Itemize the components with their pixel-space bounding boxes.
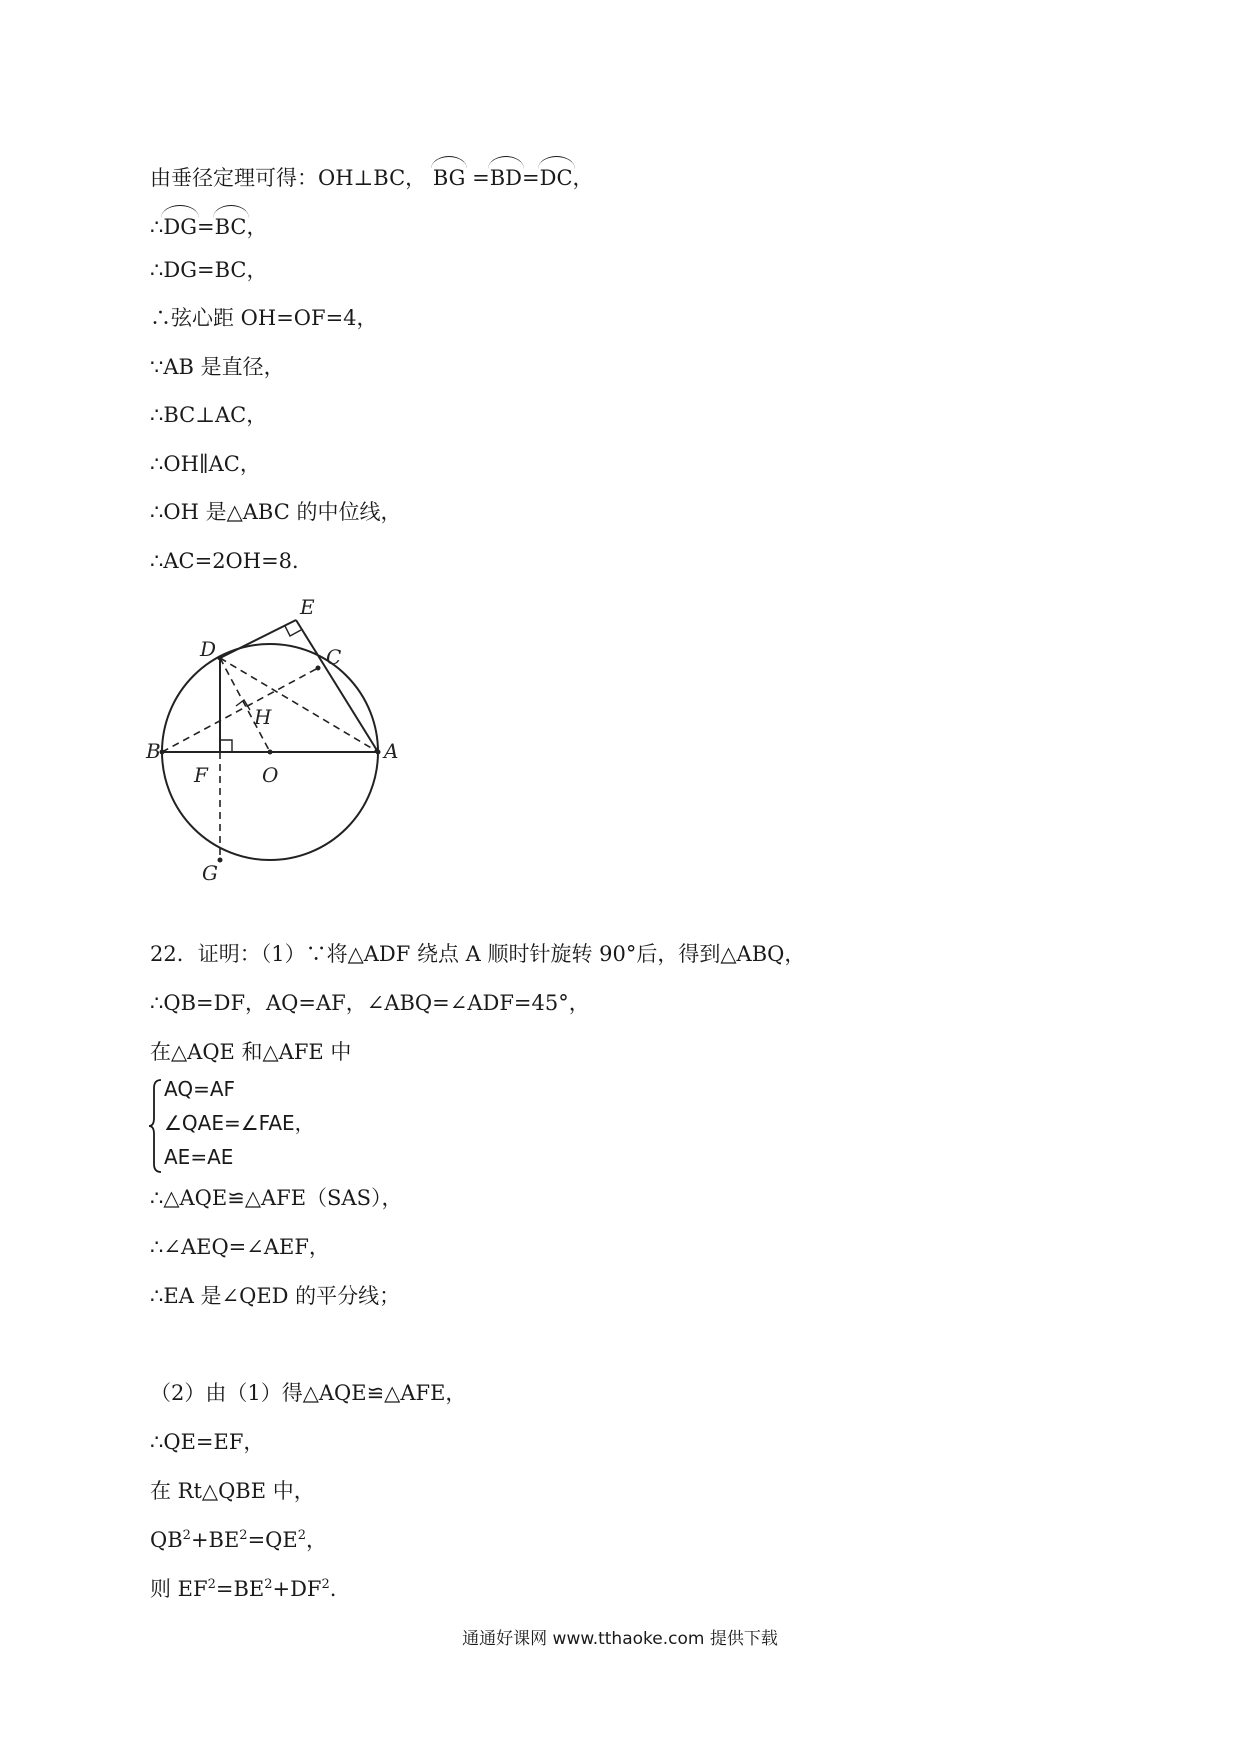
label-f: F — [194, 763, 208, 787]
label-e: E — [300, 595, 315, 619]
line-2 — [150, 207, 268, 241]
line-8: ∴OH 是△ABC 的中位线， — [150, 500, 402, 524]
system-line-3: AE=AE — [164, 1145, 234, 1169]
right-angle-e — [285, 626, 301, 636]
line-17: ∴QE=EF， — [150, 1430, 265, 1454]
label-a: A — [384, 739, 399, 763]
line-9: ∴AC=2OH=8． — [150, 549, 314, 573]
line-11: ∴QB=DF，AQ=AF，∠ABQ=∠ADF=45°， — [150, 991, 590, 1015]
line-1-text: 由垂径定理可得：OH⊥BC， — [150, 166, 427, 190]
equation-system — [148, 1078, 328, 1174]
label-d: D — [200, 637, 217, 661]
eq-sign: = — [197, 215, 215, 239]
label-c: C — [326, 645, 342, 669]
term: +BE — [190, 1528, 240, 1552]
exponent: 2 — [182, 1528, 191, 1543]
line-14: ∴∠AEQ=∠AEF， — [150, 1235, 330, 1259]
system-line-2: ∠QAE=∠FAE， — [164, 1111, 315, 1135]
line-12: 在△AQE 和△AFE 中 — [150, 1040, 352, 1064]
arc-bc: BC — [215, 207, 247, 241]
right-angle-f — [220, 740, 232, 752]
exponent: 2 — [297, 1528, 307, 1543]
label-b: B — [146, 739, 161, 763]
comma: ， — [306, 1528, 328, 1552]
label-g: G — [202, 861, 218, 885]
line-1 — [150, 158, 594, 192]
exponent: 2 — [207, 1577, 216, 1592]
segment-da — [220, 658, 378, 752]
exponent: 2 — [239, 1528, 248, 1543]
arc-dg: DG — [163, 207, 197, 241]
line-7: ∴OH∥AC， — [150, 452, 261, 476]
exponent: 2 — [321, 1577, 330, 1592]
segment-bc — [162, 668, 318, 752]
term: +DF — [272, 1577, 322, 1601]
arc-dc: DC — [540, 158, 573, 192]
system-line-1: AQ=AF — [164, 1077, 236, 1101]
line-3: ∴DG=BC， — [150, 258, 268, 282]
line-16: （2）由（1）得△AQE≌△AFE， — [150, 1381, 467, 1405]
period: . — [329, 1577, 337, 1601]
exponent: 2 — [264, 1577, 273, 1592]
term: 则 EF — [150, 1577, 208, 1601]
line-13: ∴△AQE≌△AFE（SAS）， — [150, 1186, 403, 1210]
term: =BE — [215, 1577, 265, 1601]
geometry-figure — [146, 595, 410, 885]
arc-bd: BD — [490, 158, 522, 192]
comma: ， — [572, 166, 594, 190]
line-6: ∴BC⊥AC， — [150, 403, 268, 427]
eq-sign: = — [465, 166, 490, 190]
line-4: ∴弦心距 OH=OF=4， — [150, 306, 378, 330]
line-15: ∴EA 是∠QED 的平分线； — [150, 1284, 401, 1308]
segment-ea — [296, 620, 378, 752]
arc-bg: BG — [433, 158, 466, 192]
left-brace-icon — [148, 1078, 164, 1174]
therefore-sign: ∴ — [150, 215, 164, 239]
term: QB — [150, 1528, 183, 1552]
line-10: 22．证明：（1）∵将△ADF 绕点 A 顺时针旋转 90°后，得到△ABQ， — [150, 942, 806, 966]
line-18: 在 Rt△QBE 中， — [150, 1479, 315, 1503]
line-5: ∵AB 是直径， — [150, 355, 285, 379]
page-footer: 通通好课网 www.tthaoke.com 提供下载 — [462, 1629, 778, 1649]
line-20 — [150, 1575, 336, 1603]
line-19 — [150, 1526, 327, 1554]
term: =QE — [247, 1528, 298, 1552]
comma: ， — [246, 215, 268, 239]
label-o: O — [262, 763, 279, 787]
label-h: H — [254, 705, 272, 729]
eq-sign: = — [522, 166, 540, 190]
segment-de — [220, 620, 296, 658]
